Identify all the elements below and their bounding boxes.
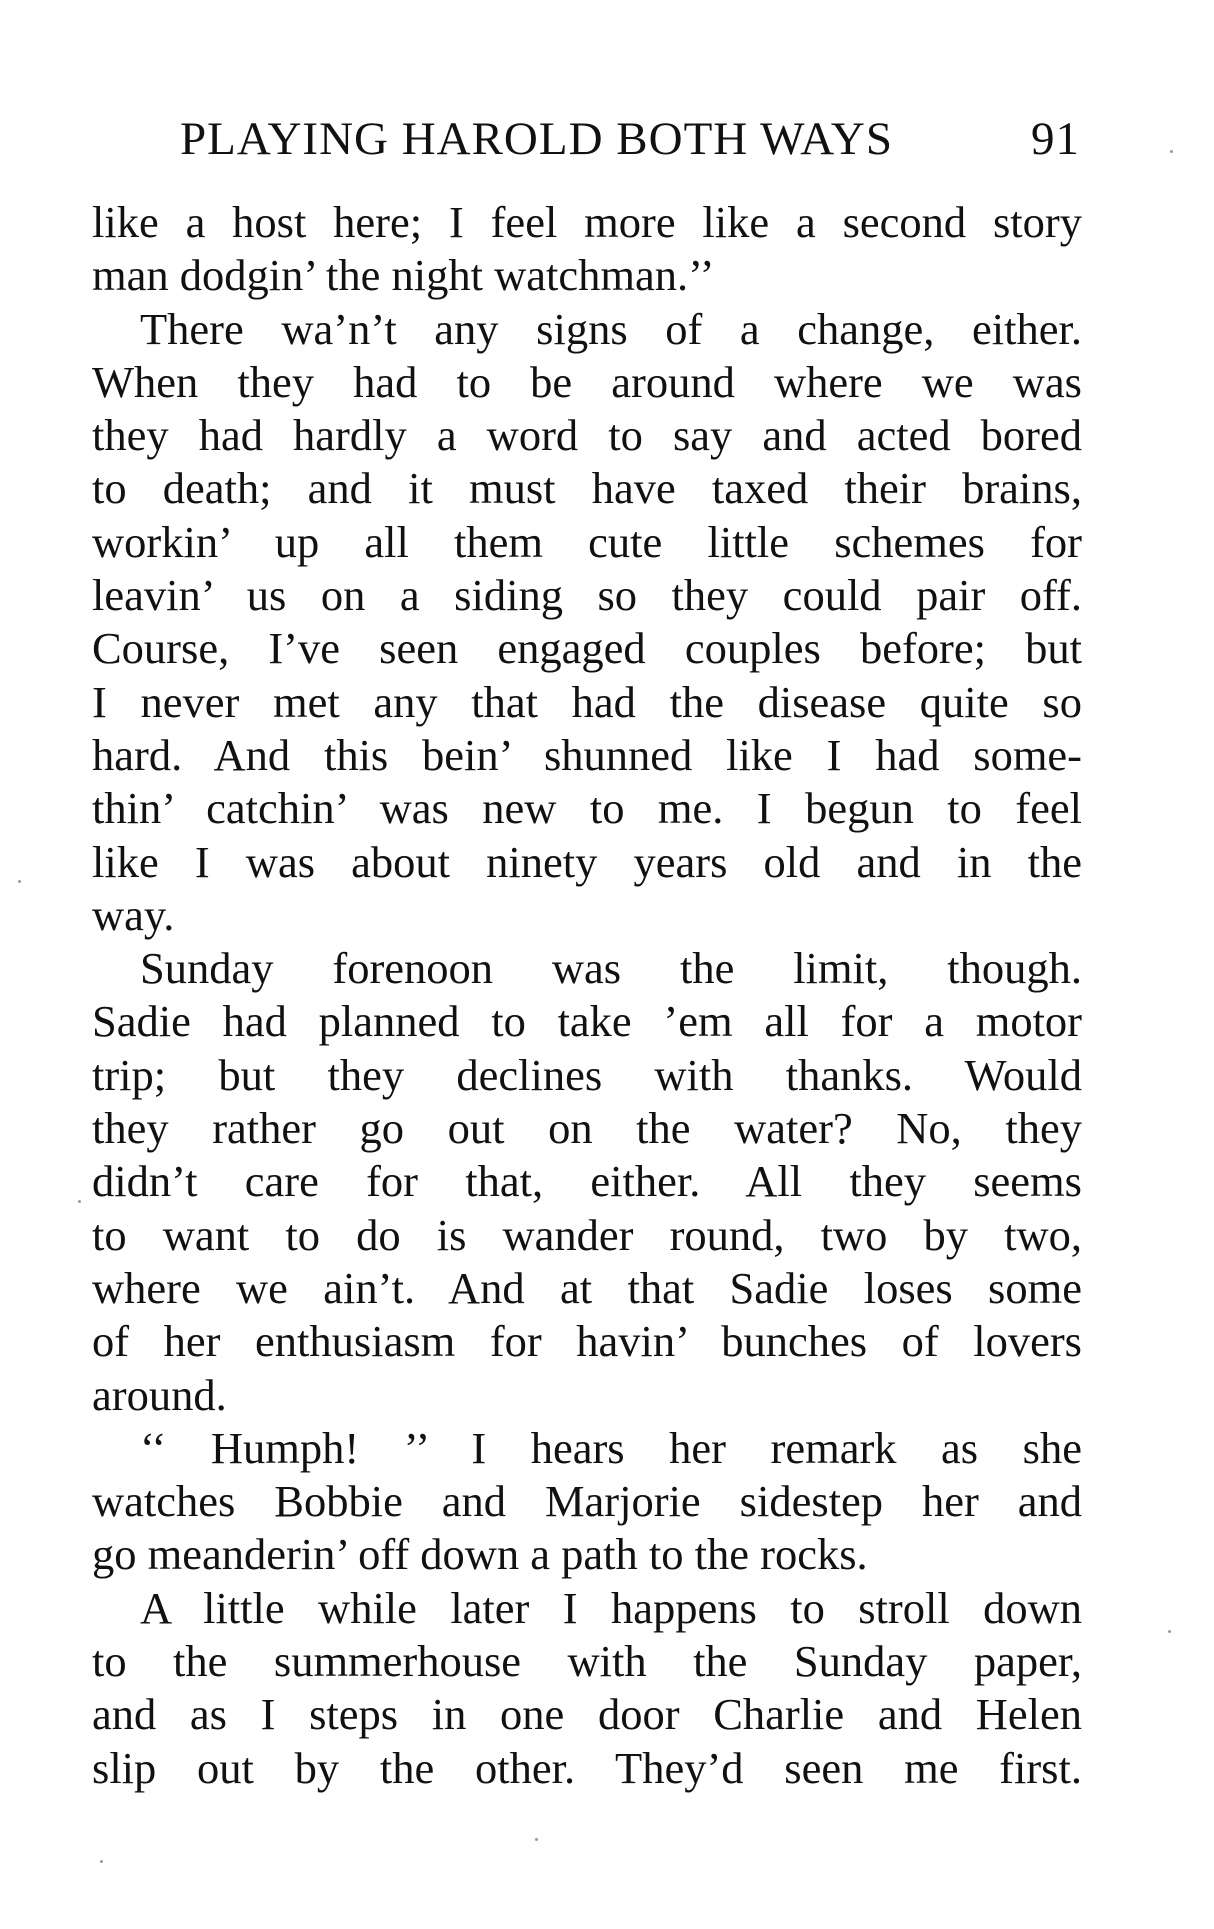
text-line: There wa’n’t any signs of a change, either. <box>140 303 1082 354</box>
text-line: man dodgin’ the night watchman.’’ <box>92 250 715 301</box>
page-number: 91 <box>1031 113 1080 165</box>
paper-speck <box>100 1860 103 1863</box>
text-line: trip; but they declines with thanks. Would <box>92 1049 1082 1100</box>
text-line: watches Bobbie and Marjorie sidestep her and <box>92 1476 1082 1527</box>
text-line: where we ain’t. And at that Sadie loses some <box>92 1262 1082 1313</box>
text-line: go meanderin’ off down a path to the rocks. <box>92 1529 868 1580</box>
text-line: and as I steps in one door Charlie and Helen <box>92 1689 1082 1740</box>
text-line: of her enthusiasm for havin’ bunches of lovers <box>92 1316 1082 1367</box>
text-line: to the summerhouse with the Sunday paper, <box>92 1636 1082 1687</box>
text-line: they had hardly a word to say and acted bored <box>92 410 1082 461</box>
text-line: ‘‘ Humph! ’’ I hears her remark as she <box>140 1422 1082 1473</box>
text-line: around. <box>92 1369 227 1420</box>
body-text <box>92 196 1082 1795</box>
text-line: hard. And this bein’ shunned like I had some- <box>92 729 1082 780</box>
text-line: to death; and it must have taxed their brains, <box>92 463 1082 514</box>
text-line: thin’ catchin’ was new to me. I begun to feel <box>92 783 1082 834</box>
text-line: like I was about ninety years old and in the <box>92 836 1082 887</box>
running-title: PLAYING HAROLD BOTH WAYS <box>180 113 893 165</box>
text-line: When they had to be around where we was <box>92 356 1082 407</box>
text-line: workin’ up all them cute little schemes for <box>92 516 1082 567</box>
paper-speck <box>18 880 21 883</box>
text-line: leavin’ us on a siding so they could pair off. <box>92 570 1082 621</box>
text-line: I never met any that had the disease quite so <box>92 676 1082 727</box>
paper-speck <box>1170 150 1173 153</box>
running-head <box>180 112 1080 172</box>
paper-speck <box>78 1200 81 1203</box>
text-line: Course, I’ve seen engaged couples before; but <box>92 623 1082 674</box>
paper-speck <box>535 1838 538 1841</box>
text-line: Sadie had planned to take ’em all for a motor <box>92 996 1082 1047</box>
text-line: like a host here; I feel more like a second story <box>92 197 1082 247</box>
text-line: didn’t care for that, either. All they seems <box>92 1156 1082 1207</box>
text-line: they rather go out on the water? No, they <box>92 1103 1082 1154</box>
paper-speck <box>1168 1630 1171 1633</box>
text-line: to want to do is wander round, two by two, <box>92 1209 1082 1260</box>
text-line: A little while later I happens to stroll down <box>140 1582 1082 1633</box>
text-line: way. <box>92 889 175 940</box>
text-line: slip out by the other. They’d seen me first. <box>92 1742 1082 1793</box>
text-line: Sunday forenoon was the limit, though. <box>140 943 1082 994</box>
